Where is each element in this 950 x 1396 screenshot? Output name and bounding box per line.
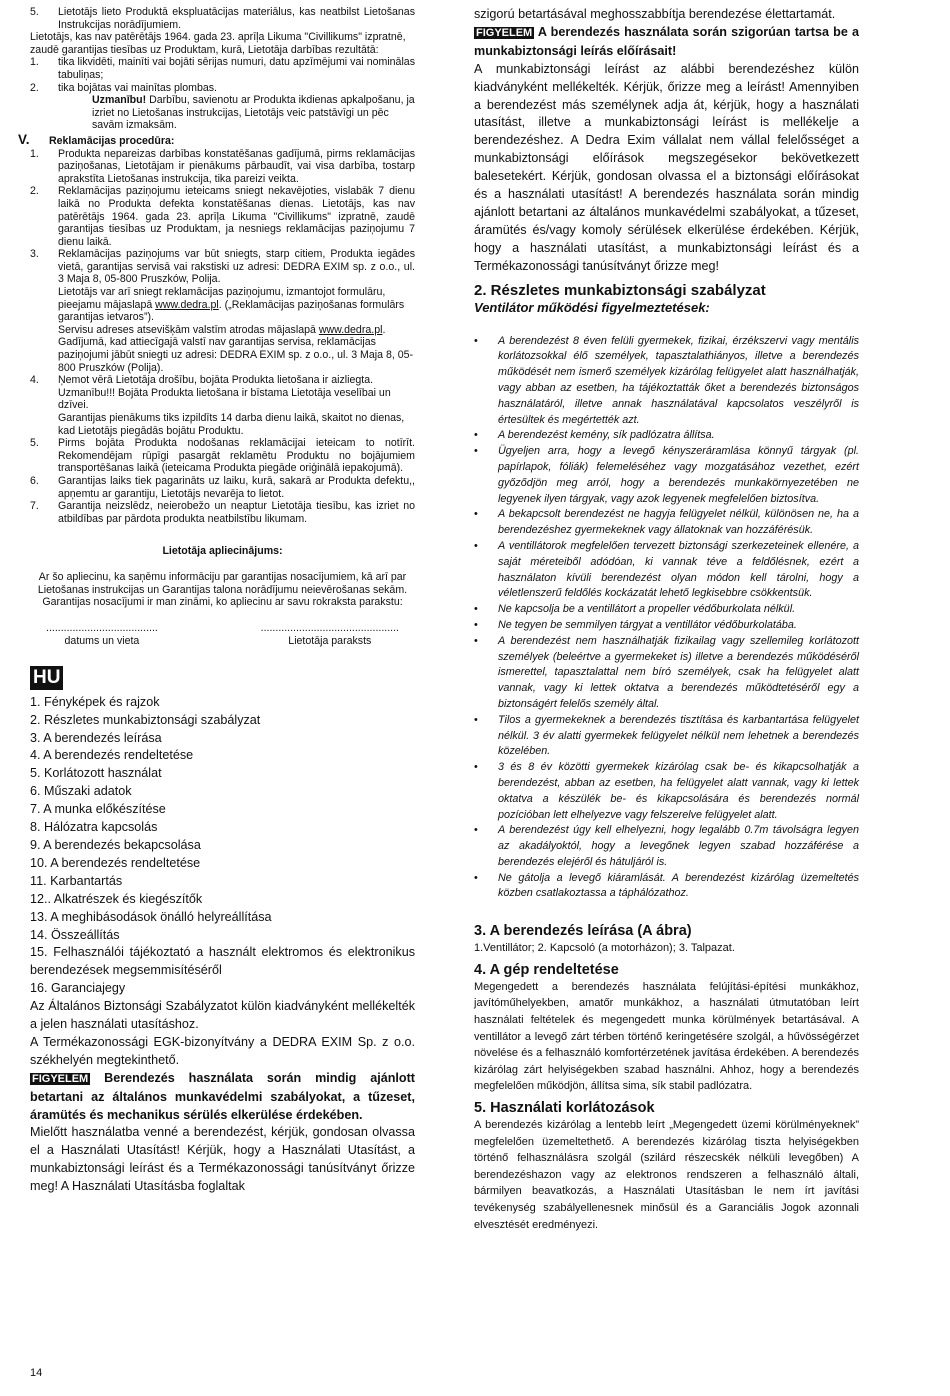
list-item: [30, 248, 415, 286]
toc-item: 5. Korlátozott használat: [30, 766, 162, 781]
item-text: Garantija neizslēdz, neierobežo un neaptur Lietotāja tiesību, kas izriet no atbildības par pārdota produkta neatbilstību likumam.: [58, 500, 415, 525]
bullet-icon: •: [474, 508, 478, 521]
toc-item: 6. Műszaki adatok: [30, 784, 132, 799]
list-item: [474, 634, 859, 713]
bullet-text: Ne tegyen be semmilyen tárgyat a ventillátor védőburkolatába.: [498, 618, 797, 631]
bullet-text: A berendezést kemény, sík padlózatra állítsa.: [498, 429, 715, 442]
bullet-icon: •: [474, 445, 478, 458]
list-item: [474, 507, 859, 539]
date-place-label: datums un vieta: [64, 634, 140, 647]
paragraph: Megengedett a berendezés használata felújítási-építési munkákhoz, javítóműhelyekben, amatőr munkákhoz, a használati útmutatóban leírt használati feltételek és megengedett munka körülmények betartásával. A ventillátor a levegő zárt térben történő keringetésére szolgál, a hűvösségérzet növelése és a felhasználó komfortérzetének javítása érdekében. A berendezés kizárólag zárt helyiségekben szabad használni. Ahhoz, hogy a berendezés megfelelően működjön, állítsa sima, sík stabil padlózatra.: [474, 980, 859, 1093]
section-heading: [18, 131, 415, 148]
item-number: 7.: [30, 500, 39, 513]
section-title: 4. A gép rendeltetése: [474, 961, 619, 978]
dedra-link[interactable]: www.dedra.pl: [155, 298, 219, 311]
list-item: [474, 760, 859, 823]
list-item: [30, 56, 415, 81]
bullet-icon: •: [474, 634, 478, 647]
bullet-text: A ventillátorok megfelelően tervezett biztonsági szerkezeteinek ellenére, a saját méreteiből adódóan, ki vannak téve a feldőlésnek, ezért a használaton kívüli berendezést olyan módon kell tárolni, hogy a véletlenszerű feldőlés kockázatát lehető legkisebbre csökkentsük.: [498, 539, 859, 600]
section-title: 5. Használati korlátozások: [474, 1100, 655, 1117]
bullet-text: Ügyeljen arra, hogy a levegő kényszeráramlása könnyű tárgyak (pl. papírlapok, fóliák) felemeléséhez vagy mozgatásához vezethet, ezért győződjön meg arról, hogy a berendezés munkakörnyezetében ne legyenek ilyen tárgyak, vagy azok legyenek megfelelően biztosítva.: [498, 445, 859, 505]
bullet-text: Ne kapcsolja be a ventillátort a propeller védőburkolata nélkül.: [498, 603, 796, 616]
list-item: [474, 823, 859, 870]
warning-note: [30, 1070, 415, 1125]
list-item: [30, 437, 415, 475]
bullet-icon: •: [474, 618, 478, 631]
list-item: [30, 500, 415, 525]
list-item: [474, 602, 859, 618]
section-subtitle: Ventilátor működési figyelmeztetések:: [474, 299, 710, 315]
dedra-link[interactable]: www.dedra.pl: [318, 323, 383, 336]
paragraph: Mielőtt használatba venné a berendezést, kérjük, gondosan olvassa el a Használati Utasítást! Kérjük, hogy a Használati Utasítást, a munkabiztonsági leírást és a Termékazonossági tanúsítványt őrizze meg! A Használati Utasításba foglaltak: [30, 1125, 415, 1194]
item-number: 5.: [30, 6, 39, 18]
dotted-line: ......................................: [46, 621, 158, 634]
item-number: 3.: [30, 248, 39, 261]
list-item: [30, 475, 415, 500]
left-column: [18, 6, 415, 1196]
paragraph: A berendezés kizárólag a lentebb leírt „Megengedett üzemi körülményeknek” megfelelően üzemeltethető. A berendezés kizárólag tiszta helyiségekben történő felhasználásra szolgál (szilárd részecskék nélküli levegőben) A berendezéshazon vagy az elektronos rendszeren a felhasználó általi, bármilyen beavatkozás, a Használati Utasításban le nem írt javítási tevékenység szabályellenesnek minősül és a Garanciális Jogok azonnali elvesztését eredményezi.: [474, 1119, 859, 1231]
bullet-icon: •: [474, 713, 478, 726]
list-item: [474, 334, 859, 429]
paragraph: [30, 286, 415, 324]
toc-item: 11. Karbantartás: [30, 873, 123, 888]
warning-note: [474, 24, 859, 61]
item-text: Pirms bojāta Produkta nodošanas reklamācijai ieteicam to notīrīt. Rekomendējam rūpīgi pasargāt reklamētu Produktu no bojājumiem transportēšanas laikā (ieteicama Produkta piegāde oriģinālā iepakojumā).: [58, 437, 415, 475]
bullet-icon: •: [474, 334, 478, 347]
language-badge: HU: [30, 666, 63, 690]
bullet-text: A berendezést 8 éven felüli gyermekek, fizikai, érzékszervi vagy mentális korlátozsokkal élő személyek, tapasztalathiányos, illetve a berendezés működését nem ismerő személyek kizárólag felügyelet alatt használhatják, vagy abban az esetben, ha tájékoztatták őket a berendezés biztonságos használatáról, illetve annak használatával kapcsolatos veszélyről is értesültek és megértették azt.: [498, 334, 859, 426]
warning-tag: FIGYELEM: [476, 26, 533, 39]
toc-item: 2. Részletes munkabiztonsági szabályzat: [30, 712, 261, 727]
bullet-icon: •: [474, 871, 478, 884]
list-item: [30, 82, 415, 95]
toc-item: 9. A berendezés bekapcsolása: [30, 837, 201, 852]
toc-item: 15. Felhasználói tájékoztató a használt elektromos és elektronikus berendezések megsemmisítéséről: [30, 945, 415, 978]
warning-text: Berendezés használata során mindig ajánlott betartani az általános munkavédelmi szabályokat, a tűzeset, áramütés és mechanikus sérülés elkerülése érdekében.: [30, 1070, 415, 1122]
item-number: 5.: [30, 437, 39, 450]
bullet-text: Tilos a gyermekeknek a berendezés tisztítása és karbantartása felügyelet nélkül. 3 év alatti gyermekek felügyelet nélkül nem lehetnek a berendezés közelében.: [498, 713, 859, 758]
list-item: [474, 444, 859, 507]
item-number: 4.: [30, 374, 39, 387]
list-item: [474, 618, 859, 634]
item-number: 2.: [30, 185, 39, 198]
text: . Gadījumā, kad attiecīgajā valstī nav garantijas servisa, reklamācijas paziņojumi jābūt sniegti uz adresi: DEDRA EXIM sp. z o.o., ul. 3 Maja 8, 05-800 Pruszków (Polija).: [58, 323, 414, 374]
table-of-contents: [30, 694, 415, 998]
paragraph: Garantijas pienākums tiks izpildīts 14 darba dienu laikā, skaitot no dienas, kad Lietotājs piegādās bojātu Produktu.: [58, 412, 405, 437]
item-text: Garantijas laiks tiek pagarināts uz laiku, kurā, sakarā ar Produkta defektu,, apņemtu ar garantiju, Lietotājs nevarēja to lietot.: [58, 474, 415, 500]
date-place-field: [46, 622, 158, 648]
bullet-text: A berendezést nem használhatják fizikailag vagy szellemileg korlátozott személyek (beleértve a gyermekeket is) illetve a berendezés működéséről ismerettel, tapasztalattal nem bíró személyek, csak ha felügyelet alatt vannak, vagy ki lettek oktatva a berendezés működtetéséről egy a biztonságért felelős személy által.: [498, 634, 859, 710]
bullet-icon: •: [474, 539, 478, 552]
list-item: [474, 539, 859, 602]
toc-item: 13. A meghibásodások önálló helyreállítása: [30, 909, 272, 924]
bullet-text: A bekapcsolt berendezést ne hagyja felügyelet nélkül, különösen ne, ha a berendezéshez gyermekeknek vagy állatoknak van hozzáférésük.: [498, 508, 859, 537]
paragraph: szigorú betartásával meghosszabbítja berendezése élettartamát.: [474, 7, 836, 21]
warning-label: Uzmanību!: [92, 94, 147, 107]
signature-label: Lietotāja paraksts: [288, 634, 372, 647]
toc-item: 7. A munka előkészítése: [30, 802, 166, 817]
bullet-icon: •: [474, 603, 478, 616]
toc-item: 12.. Alkatrészek és kiegészítők: [30, 891, 203, 906]
paragraph: Az Általános Biztonsági Szabályzatot külön kiadványként mellékelték a jelen használati utasításhoz.: [30, 999, 415, 1032]
item-number: 2.: [30, 81, 39, 94]
warning-text: Darbību, savienotu ar Produkta ikdienas apkalpošanu, ja izriet no Lietošanas instrukcijas, Lietotājs veic patstāvīgi un pēc savām izmaksām.: [92, 94, 415, 132]
text: Servisu adreses atsevišķām valstīm atrodas mājaslapā: [58, 323, 319, 336]
warning-note: [30, 94, 415, 132]
latvian-section: [18, 6, 415, 648]
dotted-line: ...............................................: [260, 621, 399, 634]
bullet-icon: •: [474, 429, 478, 442]
item-text: Ņemot vērā Lietotāja drošību, bojāta Produkta lietošana ir aizliegta.: [58, 374, 374, 387]
section-title: 3. A berendezés leírása (A ábra): [474, 923, 692, 940]
list-item: [30, 185, 415, 248]
warning-tag: FIGYELEM: [32, 1072, 89, 1085]
list-item: [474, 428, 859, 444]
item-number: 1.: [30, 56, 39, 69]
toc-item: 1. Fényképek és rajzok: [30, 694, 160, 709]
right-column: [474, 6, 859, 1233]
text: Lietotājs var arī sniegt reklamācijas paziņojumu, izmantojot formulāru, pieejamu mājaslapā: [58, 286, 386, 311]
item-text: tika likvidēti, mainīti vai bojāti sērijas numuri, datu apzīmējumi vai nominālas tabuliņas;: [58, 56, 415, 81]
section-number: V.: [18, 131, 30, 147]
item-text: Reklamācijas paziņojumu ieteicams sniegt nekavējoties, vislabāk 7 dienu laikā no Produkta defekta konstatēšanas dienas. Lietotājs, kas nav patērētājs 1964. gada 23. aprīļa Likuma "Civillikums" izpratnē, zaudē garantijas tiesības uz Produktam, ja nesniegs reklamācijas paziņojumu 7 dienu laikā.: [58, 185, 415, 248]
safety-list: [474, 334, 859, 903]
toc-item: 16. Garanciajegy: [30, 981, 126, 996]
list-item: [30, 6, 415, 31]
toc-item: 4. A berendezés rendeltetése: [30, 748, 194, 763]
signature-field: [261, 622, 399, 648]
section-title: Reklamācijas procedūra:: [49, 134, 175, 147]
paragraph: A munkabiztonsági leírást az alábbi berendezéshez külön kiadványként mellékelték. Kérjük, őrizze meg a leírást! Amennyiben a berendezést más személynek adja át, kérjük, hogy a használati utasítást, illetve a munkabiztonsági leírást is mellékelje a berendezéshez. A Dedra Exim vállalat nem vállal felelősséget a munkabiztonsági előírások megszegésekor bekövetkezett balesetekért. Kérjük, gondosan olvassa el a biztonsági előírásokat és a használati utasítást! A berendezés használata során mindig ajánlott betartani az általános munkavédelmi szabályokat, a tűzeset, áramütés és/vagy komoly sérülések elkerülése érdekében. Kérjük, hogy a használati utasítást, a munkabiztonsági leírást és a Termékazonossági tanúsítványt őrizze meg!: [474, 61, 859, 273]
paragraph: A Termékazonossági EGK-bizonyítvány a DEDRA EXIM Sp. z o.o. székhelyén megtekinthető.: [30, 1034, 415, 1067]
paragraph: [30, 324, 415, 374]
item-text: Reklamācijas paziņojums var būt sniegts, starp citiem, Produkta iegādes vietā, garantijas servisā vai rakstiski uz adresi: DEDRA EXIM sp. z o.o., ul. 3 Maja 8, 05-800 Pruszków, Polija.: [58, 248, 415, 286]
bullet-icon: •: [474, 761, 478, 774]
list-item: [30, 374, 415, 387]
item-number: 6.: [30, 474, 39, 487]
paragraph: Lietotājs, kas nav patērētājs 1964. gada 23. aprīļa Likuma "Civillikums" izpratnē, zaudē garantijas tiesības uz Produktam, kurā, Lietotāja darbības rezultātā:: [30, 31, 406, 56]
paragraph: 1.Ventillátor; 2. Kapcsoló (a motorházon); 3. Talpazat.: [474, 942, 735, 955]
toc-item: 3. A berendezés leírása: [30, 730, 162, 745]
toc-item: 10. A berendezés rendeltetése: [30, 855, 201, 870]
certificate-text: Ar šo apliecinu, ka saņēmu informāciju par garantijas nosacījumiem, kā arī par Lietošanas instrukcijas un Garantijas talona norādījumu neievērošanas sekām. Garantijas nosacījumi ir man zināmi, ko apliecinu ar savu rokraksta parakstu:: [37, 570, 408, 609]
certificate-title: Lietotāja apliecinājums:: [162, 545, 283, 558]
item-text: tika bojātas vai mainītas plombas.: [58, 81, 217, 94]
bullet-text: Ne gátolja a levegő kiáramlását. A berendezést kizárólag üzemeltetés közben csatlakoztassa a táphálózathoz.: [498, 871, 859, 900]
item-text: Produkta nepareizas darbības konstatēšanas gadījumā, pirms reklamācijas paziņošanas, Lietotājam ir pienākums pārbaudīt, vai visa darbība, tostarp aprakstīta Lietošanas instrukcija, tika pareizi veikta.: [58, 147, 415, 185]
toc-item: 14. Összeállítás: [30, 927, 120, 942]
list-item: [474, 713, 859, 760]
signature-lines: [30, 622, 415, 648]
list-item: [474, 871, 859, 903]
list-item: [30, 148, 415, 186]
warning-text: A berendezés használata során szigorúan tartsa be a munkabiztonsági leírás előírásait!: [474, 24, 859, 58]
item-text: Lietotājs lieto Produktā ekspluatācijas materiālus, kas neatbilst Lietošanas Instrukcijas norādījumiem.: [58, 6, 415, 31]
bullet-text: A berendezést úgy kell elhelyezni, hogy legalább 0.7m távolságra legyen az akadályoktól, hogy a levegőnek legyen szabad hozzáférése a berendezés elejéről és hátuljáról is.: [498, 824, 859, 868]
bullet-text: 3 és 8 év közötti gyermekek kizárólag csak be- és kikapcsolhatják a berendezést, abban az esetben, ha felügyelet alatt vannak, vagy ki lettek oktatva a készülék be- és kikapcsolására és berendezés normál pozícióban lett elhelyezve vagy felszerelve felügyelet alatt.: [498, 761, 859, 821]
text: . („Reklamācijas paziņošanas formulārs garantijas ietvaros”).: [58, 298, 405, 324]
page-number: 14: [30, 1367, 43, 1379]
section-title: 2. Részletes munkabiztonsági szabályzat: [474, 281, 766, 299]
paragraph: Uzmanību!!! Bojāta Produkta lietošana ir bīstama Lietotāja veselībai un dzīvei.: [58, 386, 391, 412]
toc-item: 8. Hálózatra kapcsolás: [30, 820, 158, 835]
item-number: 1.: [30, 147, 39, 160]
bullet-icon: •: [474, 824, 478, 837]
